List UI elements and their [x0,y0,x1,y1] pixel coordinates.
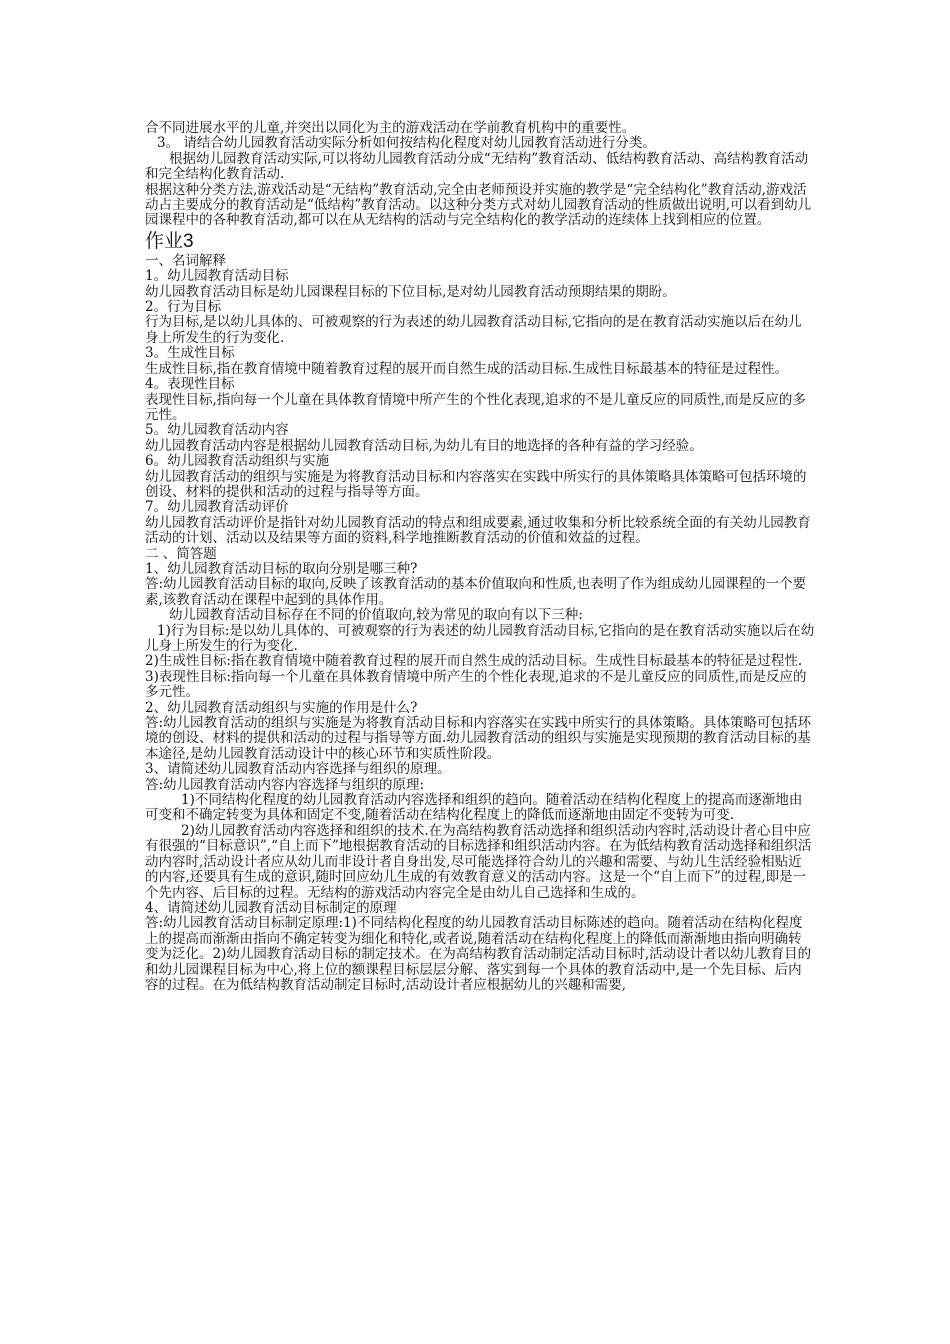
answer-paragraph: 幼儿园教育活动目标存在不同的价值取向,较为常见的取向有以下三种: [169,607,583,624]
term-title: 2。行为目标 [145,299,222,316]
term-title: 6。幼儿园教育活动组织与实施 [145,453,330,470]
term-definition: 生成性目标,指在教育情境中随着教育过程的展开而自然生成的活动目标.生成性目标最基本的特征是过程性。 [145,360,789,377]
question-title: 3、请简述幼儿园教育活动内容选择与组织的原理。 [145,761,451,778]
answer-list-item: 2)生成性目标:指在教育情境中随着教育过程的展开而自然生成的活动目标。生成性目标最基本的特征是过程性. [145,653,803,670]
answer-paragraph: 答:幼儿园教育活动目标的取向,反映了该教育活动的基本价值取向和性质,也表明了作为组成幼儿园课程的一个要素,该教育活动在课程中起到的具体作用。 [145,576,807,608]
answer-paragraph: 答:幼儿园教育活动目标制定原理:1)不同结构化程度的幼儿园教育活动目标陈述的趋向。随着活动在结构化程度上的提高而渐渐由指向不确定转变为细化和特化,或者说,随着活动在结构化程度上的降低而渐渐地由指向明确转变为泛化。2)幼儿园教育活动目标的制定技术。在为高结构教育活动制定活动目标时,活动设计者以幼儿教育目的和幼儿园课程目标为中心,将上位的额课程目标层层分解、落实到每一个具体的教育活动中,是一个先目标、后内容的过程。在为低结构教育活动制定目标时,活动设计者应根据幼儿的兴趣和需要, [145,915,812,993]
question-title: 2、幼儿园教育活动组织与实施的作用是什么? [145,699,418,716]
term-title: 3。生成性目标 [145,345,235,362]
term-title: 1。幼儿园教育活动目标 [145,268,289,285]
part-title: 一、名词解释 [145,252,226,269]
answer-paragraph: 答:幼儿园教育活动的组织与实施是为将教育活动目标和内容落实在实践中所实行的具体策略。具体策略可包括环境的创设、材料的提供和活动的过程与指导等方面.幼儿园教育活动的组织与实施是实现预期的教育活动目标的基本途径,是幼儿园教育活动设计中的核心环节和实质性阶段。 [145,715,812,762]
term-definition: 幼儿园教育活动目标是幼儿园课程目标的下位目标,是对幼儿园教育活动预期结果的期盼。 [145,283,676,300]
term-definition: 幼儿园教育活动的组织与实施是为将教育活动目标和内容落实在实践中所实行的具体策略具体策略可包括环境的创设、材料的提供和活动的过程与指导等方面。 [145,468,807,500]
part-title: 二 、简答题 [145,545,217,562]
answer-paragraph: 答:幼儿园教育活动内容内容选择与组织的原理: [145,776,425,793]
term-definition: 表现性目标,指向每一个儿童在具体教育情境中所产生的个性化表现,追求的不是儿童反应的同质性,而是反应的多元性。 [145,391,806,423]
term-definition: 幼儿园教育活动内容是根据幼儿园教育活动目标,为幼儿有目的地选择的各种有益的学习经验。 [145,437,703,454]
question-3-classification: 3。 请结合幼儿园教育活动实际分析如何按结构化程度对幼儿园教育活动进行分类。 [157,135,656,152]
term-title: 4。表现性目标 [145,376,235,393]
term-definition: 幼儿园教育活动评价是指针对幼儿园教育活动的特点和组成要素,通过收集和分析比较系统全面的有关幼儿园教育活动的计划、活动以及结果等方面的资料,科学地推断教育活动的价值和效益的过程。 [145,514,811,547]
answer-list-item: 1)不同结构化程度的幼儿园教育活动内容选择和组织的趋向。随着活动在结构化程度上的提高而逐渐地由可变和不确定转变为具体和固定不变,随着活动在结构化程度上的降低而逐渐地由固定不变转为可变. [145,792,803,824]
answer-paragraph: 根据这种分类方法,游戏活动是“无结构”教育活动,完全由老师预设并实施的教学是“完全结构化”教育活动,游戏活动占主要成分的教育活动是“低结构”教育活动。以这种分类方式对幼儿园教育活动的性质做出说明,可以看到幼儿园课程中的各种教育活动,都可以在从无结构的活动与完全结构化的教学活动的连续体上找到相应的位置。 [145,181,812,229]
term-title: 5。幼儿园教育活动内容 [145,422,289,439]
question-title: 4、请简述幼儿园教育活动目标制定的原理 [145,899,397,916]
answer-list-item: 1)行为目标:是以幼儿具体的、可被观察的行为表述的幼儿园教育活动目标,它指向的是在教育活动实施以后在幼儿身上所发生的行为变化. [145,622,815,654]
term-title: 7。幼儿园教育活动评价 [145,499,289,516]
answer-list-item: 2)幼儿园教育活动内容选择和组织的技术.在为高结构教育活动选择和组织活动内容时,活动设计者心目中应有很强的“目标意识”,“自上而下”地根据教育活动的目标选择和组织活动内容。在为低结构教育活动选择和组织活动内容时,活动设计者应从幼儿而非设计者自身出发,尽可能选择符合幼儿的兴趣和需要、与幼儿生活经验相贴近的内容,还要具有生成的意识,随时回应幼儿生成的有效教育意义的活动内容。这是一个“自上而下”的过程,即是一个先内容、后目标的过程。无结构的游戏活动内容完全是由幼儿自己选择和生成的。 [145,822,812,901]
term-definition: 行为目标,是以幼儿具体的、可被观察的行为表述的幼儿园教育活动目标,它指向的是在教育活动实施以后在幼儿身上所发生的行为变化. [145,314,802,346]
section-heading: 作业3 [145,230,194,252]
question-title: 1、幼儿园教育活动目标的取向分别是哪三种? [145,560,418,577]
paragraph-continuation: 合不同进展水平的儿童,并突出以同化为主的游戏活动在学前教育机构中的重要性。 [145,120,636,136]
answer-paragraph: 根据幼儿园教育活动实际,可以将幼儿园教育活动分成“无结构”教育活动、低结构教育活动、高结构教育活动和完全结构化教育活动. [145,150,809,183]
document-page [145,121,815,993]
answer-list-item: 3)表现性目标:指向每一个儿童在具体教育情境中所产生的个性化表现,追求的不是儿童反应的同质性,而是反应的多元性。 [145,668,807,701]
